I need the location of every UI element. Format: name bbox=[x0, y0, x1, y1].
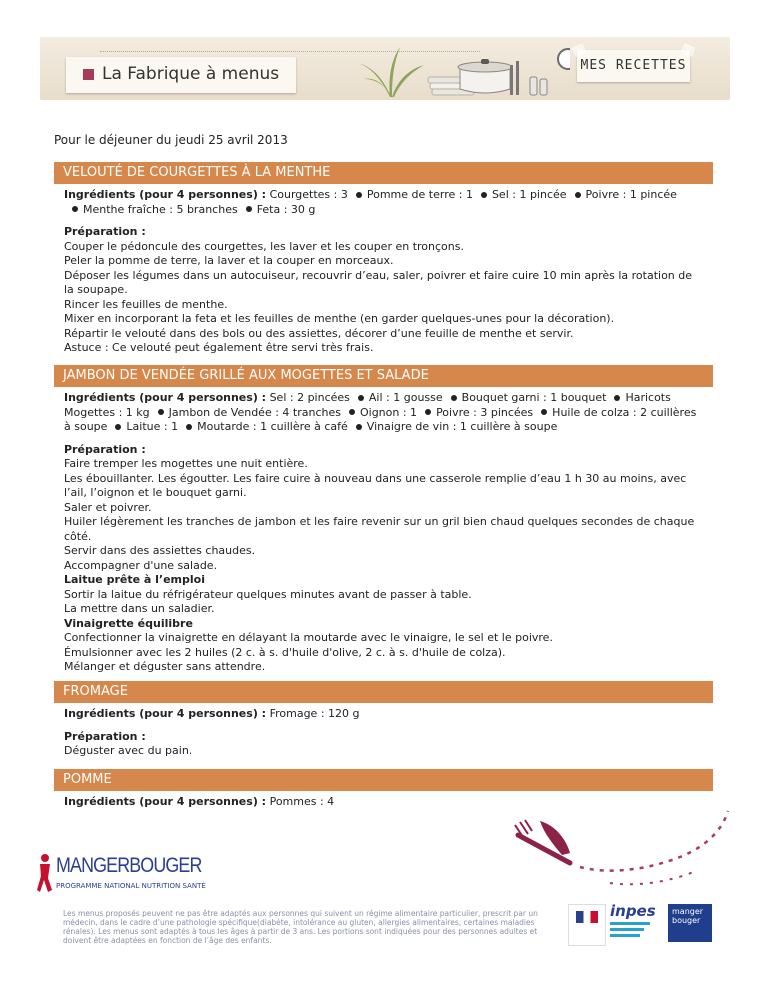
ingredient-item: Fromage : 120 g bbox=[269, 707, 360, 720]
prep-step: Les ébouillanter. Les égoutter. Les faire cuire à nouveau dans une casserole remplie d’eau 1 h 30 au moins, avec l’ail, l’oignon et le bouquet garni. bbox=[64, 471, 687, 499]
my-recipes-button[interactable]: MES RECETTES bbox=[577, 50, 690, 82]
running-figure-icon bbox=[36, 852, 56, 894]
subsection-label: Vinaigrette équilibre bbox=[64, 616, 193, 630]
ingredients-label: Ingrédients (pour 4 personnes) : bbox=[64, 188, 267, 201]
preparation-label: Préparation : bbox=[64, 225, 146, 238]
kitchen-illustration-icon bbox=[340, 37, 570, 100]
logo-subtitle: PROGRAMME NATIONAL NUTRITION SANTÉ bbox=[56, 882, 206, 890]
ingredient-item: Oignon : 1 bbox=[359, 405, 418, 419]
ingredients-label: Ingrédients (pour 4 personnes) : bbox=[64, 391, 267, 404]
ingredients-label: Ingrédients (pour 4 personnes) : bbox=[64, 795, 267, 808]
logo-title: MANGERBOUGER bbox=[56, 854, 202, 877]
ingredient-item: Jambon de Vendée : 4 tranches bbox=[168, 405, 341, 419]
disclaimer-text: Les menus proposés peuvent ne pas être adaptés aux personnes qui suivent un régime alimentaire particulier, prescrit par un médecin, dans le cadre d’une pathologie spécifique(diabète, intolérance au gluten, allergies alimentaires, certaines maladies rénales). Les menus sont adaptés à tous les âges à partir de 3 ans. Les portions sont indiquées pour des personnes adultes et doivent être adaptées en fonction de l’âge des enfants. bbox=[63, 909, 538, 945]
ingredient-item: Ail : 1 gousse bbox=[368, 391, 443, 404]
preparation-label: Préparation : bbox=[64, 729, 146, 743]
bullet-icon bbox=[425, 409, 431, 415]
flag-icon bbox=[576, 911, 598, 923]
ingredient-item: Poivre : 3 pincées bbox=[436, 405, 534, 419]
prep-step: Sortir la laitue du réfrigérateur quelques minutes avant de passer à table. bbox=[64, 587, 472, 601]
subsection-label: Laitue prête à l’emploi bbox=[64, 573, 205, 586]
ingredient-item: Sel : 2 pincées bbox=[269, 391, 350, 404]
bullet-icon bbox=[186, 424, 192, 430]
bullet-icon bbox=[349, 409, 355, 415]
ingredients-label: Ingrédients (pour 4 personnes) : bbox=[64, 707, 267, 720]
republique-francaise-logo bbox=[568, 904, 606, 946]
prep-step: Émulsionner avec les 2 huiles (2 c. à s. d'huile d'olive, 2 c. à s. d'huile de colza). bbox=[64, 645, 506, 659]
ingredient-item: Menthe fraîche : 5 branches bbox=[83, 202, 238, 216]
bullet-icon bbox=[614, 395, 620, 401]
prep-step: Couper le pédoncule des courgettes, les laver et les couper en tronçons. bbox=[64, 239, 464, 253]
recipe-title: POMME bbox=[54, 769, 713, 791]
ingredient-item: Haricots Mogettes : 1 kg bbox=[64, 391, 671, 419]
bullet-icon bbox=[356, 192, 362, 198]
bullet-icon bbox=[481, 192, 487, 198]
prep-step: Accompagner d'une salade. bbox=[64, 558, 218, 572]
preparation bbox=[64, 225, 703, 356]
cutlery-icon bbox=[500, 805, 740, 905]
prep-step: Confectionner la vinaigrette en délayant la moutarde avec le vinaigre, le sel et le poivre. bbox=[64, 631, 553, 644]
brand-title: La Fabrique à menus bbox=[102, 64, 280, 84]
inpes-logo bbox=[610, 902, 656, 946]
prep-step: La mettre dans un saladier. bbox=[64, 602, 215, 615]
bullet-icon bbox=[72, 206, 78, 212]
bullet-icon bbox=[356, 424, 362, 430]
ingredient-item: Vinaigre de vin : 1 cuillère à soupe bbox=[366, 420, 558, 433]
ingredients-list bbox=[64, 707, 703, 722]
prep-step: Mixer en incorporant la feta et les feuilles de menthe (en garder quelques-unes pour la décoration). bbox=[64, 312, 615, 325]
bullet-icon bbox=[451, 395, 457, 401]
bullet-icon bbox=[541, 409, 547, 415]
prep-step: Rincer les feuilles de menthe. bbox=[64, 297, 228, 311]
ingredient-item: Courgettes : 3 bbox=[269, 188, 348, 201]
inpes-label: inpes bbox=[610, 902, 656, 920]
ingredient-item: Pommes : 4 bbox=[269, 795, 335, 808]
ingredient-item: Moutarde : 1 cuillère à café bbox=[197, 420, 348, 433]
ingredient-item: Bouquet garni : 1 bouquet bbox=[461, 391, 607, 404]
brand-card[interactable] bbox=[66, 57, 296, 93]
preparation bbox=[64, 443, 703, 675]
header-banner bbox=[40, 37, 730, 100]
ingredient-item: Poivre : 1 pincée bbox=[585, 188, 677, 201]
recipe-card bbox=[54, 681, 713, 759]
bullet-icon bbox=[246, 206, 252, 212]
preparation bbox=[64, 730, 703, 759]
recipe-card bbox=[54, 162, 713, 356]
ingredients-list bbox=[64, 188, 703, 217]
recipe-card bbox=[54, 769, 713, 810]
ingredient-item: Sel : 1 pincée bbox=[491, 188, 567, 201]
prep-step: Déposer les légumes dans un autocuiseur, recouvrir d’eau, saler, poivrer et faire cuire 10 min après la rotation de la soupape. bbox=[64, 268, 693, 296]
prep-step: Saler et poivrer. bbox=[64, 500, 152, 514]
ingredient-item: Huile de colza : 2 cuillères à soupe bbox=[64, 405, 697, 433]
recipe-title: JAMBON DE VENDÉE GRILLÉ AUX MOGETTES ET SALADE bbox=[54, 365, 713, 387]
prep-step: Huiler légèrement les tranches de jambon et les faire revenir sur un gril bien chaud quelques secondes de chaque côté. bbox=[64, 515, 695, 543]
bullet-icon bbox=[575, 192, 581, 198]
brand-square-icon bbox=[83, 69, 94, 80]
ingredient-item: Pomme de terre : 1 bbox=[366, 188, 473, 201]
prep-step: Répartir le velouté dans des bols ou des assiettes, décorer d’une feuille de menthe et servir. bbox=[64, 326, 574, 340]
meal-date: Pour le déjeuner du jeudi 25 avril 2013 bbox=[54, 133, 288, 147]
recipe-card bbox=[54, 365, 713, 675]
ingredient-item: Feta : 30 g bbox=[256, 202, 316, 216]
prep-step: Mélanger et déguster sans attendre. bbox=[64, 660, 266, 673]
prep-step: Peler la pomme de terre, la laver et la couper en morceaux. bbox=[64, 254, 394, 267]
prep-step: Astuce : Ce velouté peut également être servi très frais. bbox=[64, 341, 374, 354]
prep-step: Déguster avec du pain. bbox=[64, 744, 193, 757]
mangerbouger-badge: manger bouger bbox=[668, 904, 712, 942]
bullet-icon bbox=[115, 424, 121, 430]
recipe-title: VELOUTÉ DE COURGETTES À LA MENTHE bbox=[54, 162, 713, 184]
prep-step: Faire tremper les mogettes une nuit entière. bbox=[64, 457, 308, 470]
recipe-title: FROMAGE bbox=[54, 681, 713, 703]
ingredients-list bbox=[64, 391, 703, 435]
ingredient-item: Laitue : 1 bbox=[126, 420, 179, 433]
bullet-icon bbox=[158, 409, 164, 415]
prep-step: Servir dans des assiettes chaudes. bbox=[64, 544, 256, 557]
bullet-icon bbox=[358, 395, 364, 401]
preparation-label: Préparation : bbox=[64, 442, 146, 456]
